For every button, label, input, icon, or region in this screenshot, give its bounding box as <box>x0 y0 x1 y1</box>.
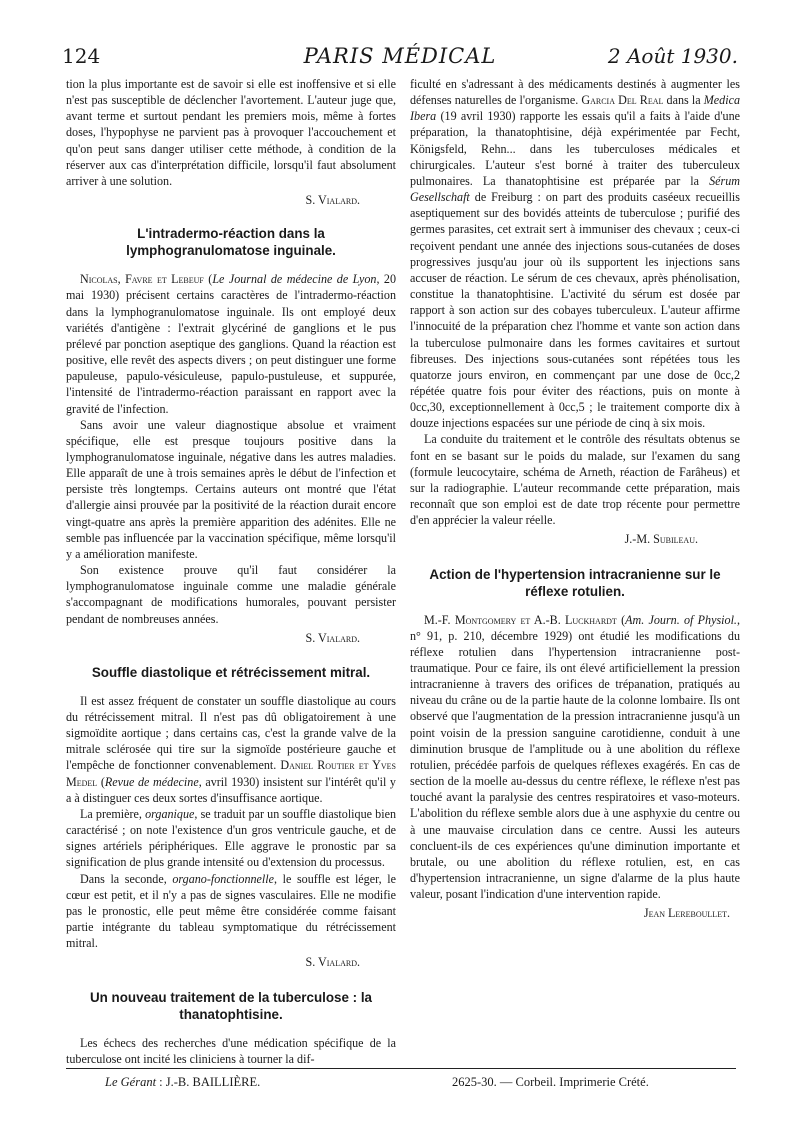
paragraph <box>66 806 396 871</box>
text-run: , se traduit par un souffle diastolique bien caractérisé ; on note l'existence d'un gros ventricule gauche, et de signes artériels périphériques. Elle aggrave le pronostic par sa signification de plus grande intensité ou d'extension du processus. <box>66 806 396 870</box>
paragraph: La conduite du traitement et le contrôle des résultats obtenus se font en se basant sur le poids du malade, sur l'examen du sang (formule leucocytaire, schéma de Arneth, réaction de Farâheus) et sur la radiographie. L'auteur recommande cette préparation, mais reconnaît que son emploi est de date trop récente pour permettre d'en apprécier la valeur réelle. <box>410 432 740 528</box>
text-run: Il est assez fréquent de constater un souffle diastolique au cours du rétrécissement mitral. Il n'est pas dû obligatoirement à une sigmoïdite aortique ; dans certains cas, c'est la grande valve de la mitrale sclérosée qui tire sur la sigmoïde postérieure gauche et l'empêche de fonctionner convenablement. <box>66 693 396 773</box>
page-header <box>62 40 738 74</box>
paragraph <box>66 871 396 952</box>
text-run: ( <box>203 272 213 287</box>
paragraph <box>410 612 740 903</box>
text-run: , 20 mai 1930) précisent certains caractères de l'intradermo-réaction dans la lymphogranulomatose inguinale. Ils ont employé deux variétés d'antigène : l'extrait glycériné de ganglions et le pus prélevé par ponction aseptique des ganglions. Quand la réaction est positive, elle revêt des aspects divers ; on peut distinguer une forme papuleuse, papulo-vésiculeuse, papulo-pustuleuse, et suppurée, l'intensité de l'intradermo-réaction paraissant en rapport avec la gravité de l'infection. <box>66 272 396 416</box>
paragraph <box>410 76 740 431</box>
authors: M.-F. Montgomery et A.-B. Luckhardt <box>424 612 617 627</box>
right-column <box>410 76 740 922</box>
authors: Daniel Routier et Yves Medel <box>66 758 396 789</box>
journal-name: Medica Ibera <box>410 93 740 124</box>
emphasis: Sérum Gesellschaft <box>410 173 740 205</box>
text-run: dans la <box>663 93 704 108</box>
paragraph <box>66 271 396 416</box>
emphasis: organo-fonctionnelle <box>172 871 275 886</box>
text-run: Dans la seconde, <box>80 871 173 886</box>
text-run: (19 avril 1930) rapporte les essais qu'il a faits à l'aide d'une préparation, la thanatophtisine, déjà expérimentée par Fecht, Königsfeld, Rehn... dans les tuberculoses médicales et chirurgicales. L'auteur s'est borné à traiter des tuberculeux pulmonaires. La thanatophtisine est préparée par la <box>410 109 740 188</box>
footer-imprint: 2625-30. — Corbeil. Imprimerie Crété. <box>452 1075 649 1089</box>
page-number: 124 <box>62 44 101 68</box>
footer-gerant <box>105 1075 260 1090</box>
gerant-label: Le Gérant <box>105 1075 157 1089</box>
paragraph: Sans avoir une valeur diagnostique absolue et vraiment spécifique, elle est presque toujours positive dans la lymphogranulomatose inguinale, négative dans les autres maladies. Elle apparaît de une à trois semaines après le début de l'infection et persiste très longtemps. Certains auteurs ont montré que l'état d'allergie ainsi prouvée par la positivité de la réaction durait encore vingt-quatre ans après la première apparition des adénites. Elle ne semble pas influencée par la vaccination spécifique, même lorsqu'il y a amélioration manifeste. <box>66 417 396 561</box>
paragraph: tion la plus importante est de savoir si elle est inoffensive et si elle n'est pas susceptible de déclencher l'avortement. L'auteur juge que, avant terme et surtout pendant les premiers mois, même à fortes doses, l'hypophyse ne parvient pas à provoquer l'accouchement et qu'on peut sans danger utiliser cette méthode, à condition de la réserver aux cas d'interprétation difficile, lorsqu'il faut absolument arriver à une solution. <box>66 77 396 188</box>
issue-date: 2 Août 1930. <box>607 44 738 68</box>
left-column <box>66 76 396 1067</box>
journal-name: Revue de médecine <box>104 774 199 789</box>
text-run: , n° 91, p. 210, décembre 1929) ont étudié les modifications du réflexe rotulien dans l'hypertension intracranienne post-traumatique. Pour ce faire, ils ont élevé artificiellement la pression intracranienne à travers des orifices de trépanation, pratiqués au niveau du crâne ou de la partie haute de la colonne lombaire. Ils ont observé que l'augmentation de la pression intracranienne jusqu'à un point voisin de la pression sanguine carotidienne, conduit à une diminution brusque de l'amplitude ou à une abolition du réflexe rotulien, précédée parfois de quelques réflexes exagérés. En cas de section de la moelle au-dessus du centre réflexe, le réflexe n'est pas touché avant la paralysie des centres respiratoires et vaso-moteurs. L'abolition du réflexe semble alors due à une asphyxie du centre ou à une mauvaise circulation dans ce centre. Aussi les auteurs concluent-ils de ces expériences qu'une diminution importante et brutale, ou une abolition du réflexe rotulien, est, en cas d'hypertension intracranienne, un signe d'alarme de la plus haute valeur, posant l'indication d'une intervention rapide. <box>410 612 740 902</box>
article-heading: Un nouveau traitement de la tuberculose : la thanatophtisine. <box>89 989 372 1022</box>
paragraph: Les échecs des recherches d'une médication spécifique de la tuberculose ont incité les cliniciens à tourner la dif- <box>66 1035 396 1066</box>
signature: J.-M. Subileau. <box>624 532 698 547</box>
emphasis: organique <box>145 806 195 821</box>
text-run: ( <box>616 612 626 627</box>
paragraph <box>66 693 396 806</box>
text-run: de Freiburg : on part des produits caséeux recueillis aseptiquement sur des bovidés atteints de tuberculose ; purifié des germes parasites, cet extrait sert à immuniser des chevaux ; ceux-ci reçoivent pendant une année des injections sous-cutanées de doses progressives jusqu'au jour où ils supportent les injections sans accuser de réaction. Le sérum de ces chevaux, après phénolisation, constitue la thanatophtisine. L'activité du sérum est dosée par rapport à son action sur des cobayes tuberculeux. L'auteur affirme l'innocuité de la préparation chez l'homme et vante son action dans la tuberculose pulmonaire dans les formes cavitaires et surtout fibreuses. Des injections sous-cutanées sont répétées tous les quatorze jours environ, en commençant par une dose de 0cc,2 répétée quatre fois pour éviter des réactions, puis on monte à 0cc,30, exceptionnellement à 0cc,5 ; le traitement comporte dix à douze injections espacées sur une période de cinq à six mois. <box>410 190 740 431</box>
journal-name: Am. Journ. of Physiol. <box>625 612 737 627</box>
gerant-name: J.-B. BAILLIÈRE. <box>165 1075 261 1089</box>
journal-title: PARIS MÉDICAL <box>303 44 497 68</box>
text-run: : <box>156 1075 166 1089</box>
paragraph: Son existence prouve qu'il faut considérer la lymphogranulomatose inguinale comme une maladie générale s'accompagnant de modifications humorales, pouvant persister pendant de nombreuses années. <box>66 563 396 626</box>
signature: S. Vialard. <box>305 955 360 970</box>
article-heading: L'intradermo-réaction dans la lymphogranulomatose inguinale. <box>126 226 336 259</box>
signature: Jean Lereboullet. <box>643 906 730 921</box>
article-heading: Souffle diastolique et rétrécissement mitral. <box>91 664 371 680</box>
text-run: La première, <box>80 806 146 821</box>
text-run: ( <box>97 774 105 789</box>
authors: Nicolas, Favre et Lebeuf <box>80 272 204 287</box>
signature: S. Vialard. <box>305 630 360 645</box>
journal-name: Le Journal de médecine de Lyon <box>212 272 377 287</box>
text-run: ficulté en s'adressant à des médicaments destinés à augmenter les défenses naturelles de l'organisme. <box>410 77 740 108</box>
text-run: , le souffle est léger, le cœur est petit, et il n'y a pas de signes vasculaires. Elle ne modifie pas le pronostic, elle peut même être considérée comme faisant partie intégrante du tableau symptomatique du rétrécissement mitral. <box>66 871 396 951</box>
signature: S. Vialard. <box>305 193 360 208</box>
authors: Garcia Del Real <box>581 93 664 108</box>
footer-rule <box>66 1068 736 1069</box>
text-run: , avril 1930) insistent sur l'intérêt qu'il y a à distinguer ces deux sortes d'insuffisance aortique. <box>66 774 396 805</box>
article-heading: Action de l'hypertension intracranienne sur le réflexe rotulien. <box>429 566 721 599</box>
